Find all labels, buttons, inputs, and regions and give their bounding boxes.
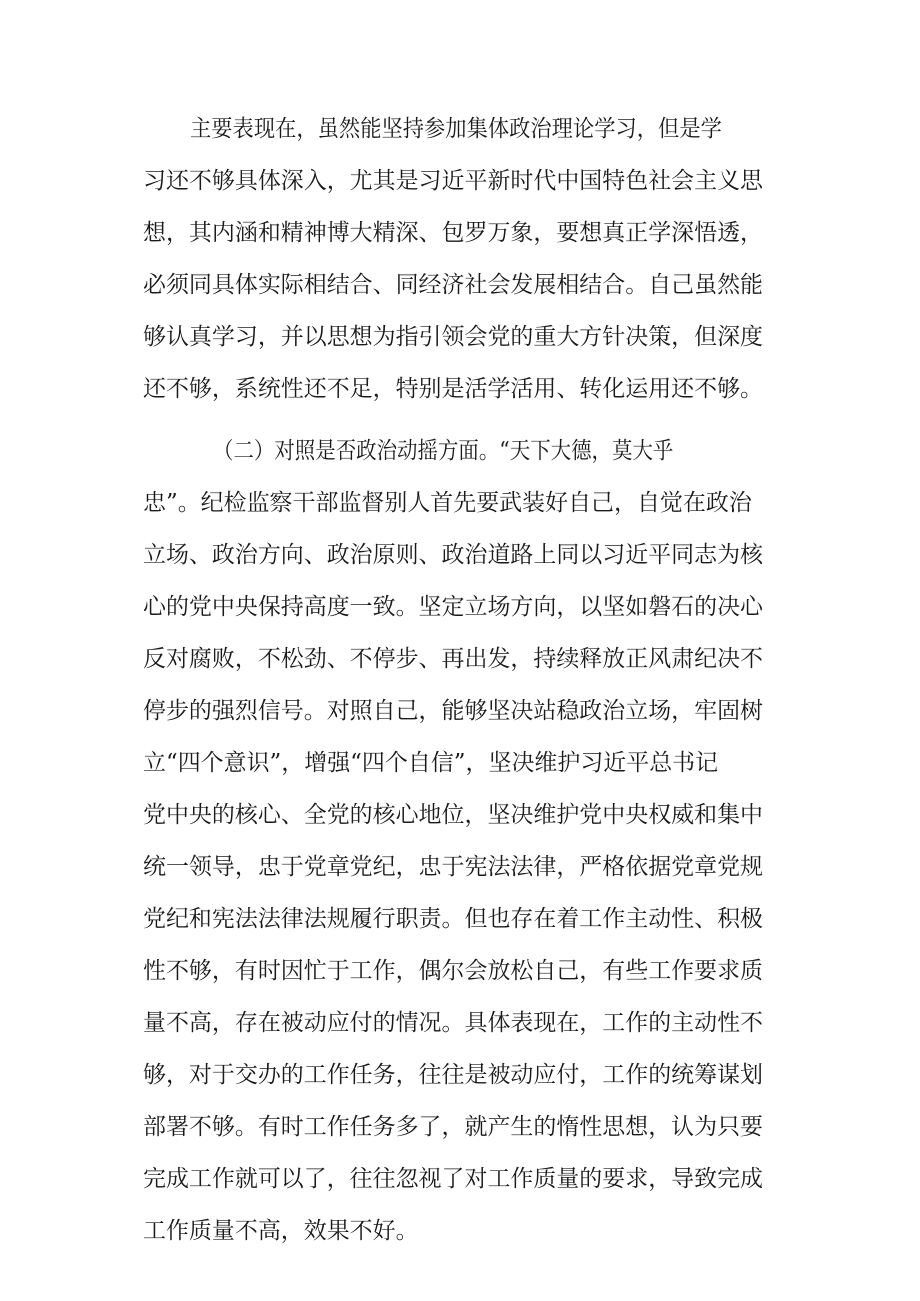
paragraph-line: 完成工作就可以了，往往忽视了对工作质量的要求，导致完成 [143, 1166, 764, 1192]
paragraph-line: 反对腐败，不松劲、不停步、再出发，持续释放正风肃纪决不 [143, 646, 764, 672]
paragraph-line: 想，其内涵和精神博大精深、包罗万象，要想真正学深悟透， [143, 220, 764, 246]
paragraph-line: 主要表现在，虽然能坚持参加集体政治理论学习，但是学 [190, 116, 722, 142]
paragraph-line: 统一领导，忠于党章党纪，忠于宪法法律，严格依据党章党规 [143, 854, 764, 880]
paragraph-line: 心的党中央保持高度一致。坚定立场方向，以坚如磐石的决心 [143, 594, 764, 620]
paragraph-line: 必须同具体实际相结合、同经济社会发展相结合。自己虽然能 [143, 272, 764, 298]
paragraph-line: 习还不够具体深入，尤其是习近平新时代中国特色社会主义思 [143, 168, 764, 194]
paragraph-line: 部署不够。有时工作任务多了，就产生的惰性思想，认为只要 [143, 1114, 764, 1140]
paragraph-line: 立场、政治方向、政治原则、政治道路上同以习近平同志为核 [143, 542, 764, 568]
paragraph-line: （二）对照是否政治动摇方面。“天下大德，莫大乎 [213, 438, 674, 464]
paragraph-line: 停步的强烈信号。对照自己，能够坚决站稳政治立场，牢固树 [143, 698, 764, 724]
paragraph-line: 党纪和宪法法律法规履行职责。但也存在着工作主动性、积极 [143, 906, 764, 932]
paragraph-line: 工作质量不高，效果不好。 [143, 1218, 419, 1244]
paragraph-line: 够，对于交办的工作任务，往往是被动应付，工作的统筹谋划 [143, 1062, 764, 1088]
paragraph-line: 量不高，存在被动应付的情况。具体表现在，工作的主动性不 [143, 1010, 764, 1036]
paragraph-line: 立“四个意识”，增强“四个自信”，坚决维护习近平总书记 [143, 750, 719, 776]
paragraph-line: 够认真学习，并以思想为指引领会党的重大方针决策，但深度 [143, 324, 764, 350]
paragraph-line: 党中央的核心、全党的核心地位，坚决维护党中央权威和集中 [143, 802, 764, 828]
paragraph-line: 还不够，系统性还不足，特别是活学活用、转化运用还不够。 [143, 376, 764, 402]
paragraph-line: 忠”。纪检监察干部监督别人首先要武装好自己，自觉在政治 [143, 490, 752, 516]
paragraph-line: 性不够，有时因忙于工作，偶尔会放松自己，有些工作要求质 [143, 958, 764, 984]
